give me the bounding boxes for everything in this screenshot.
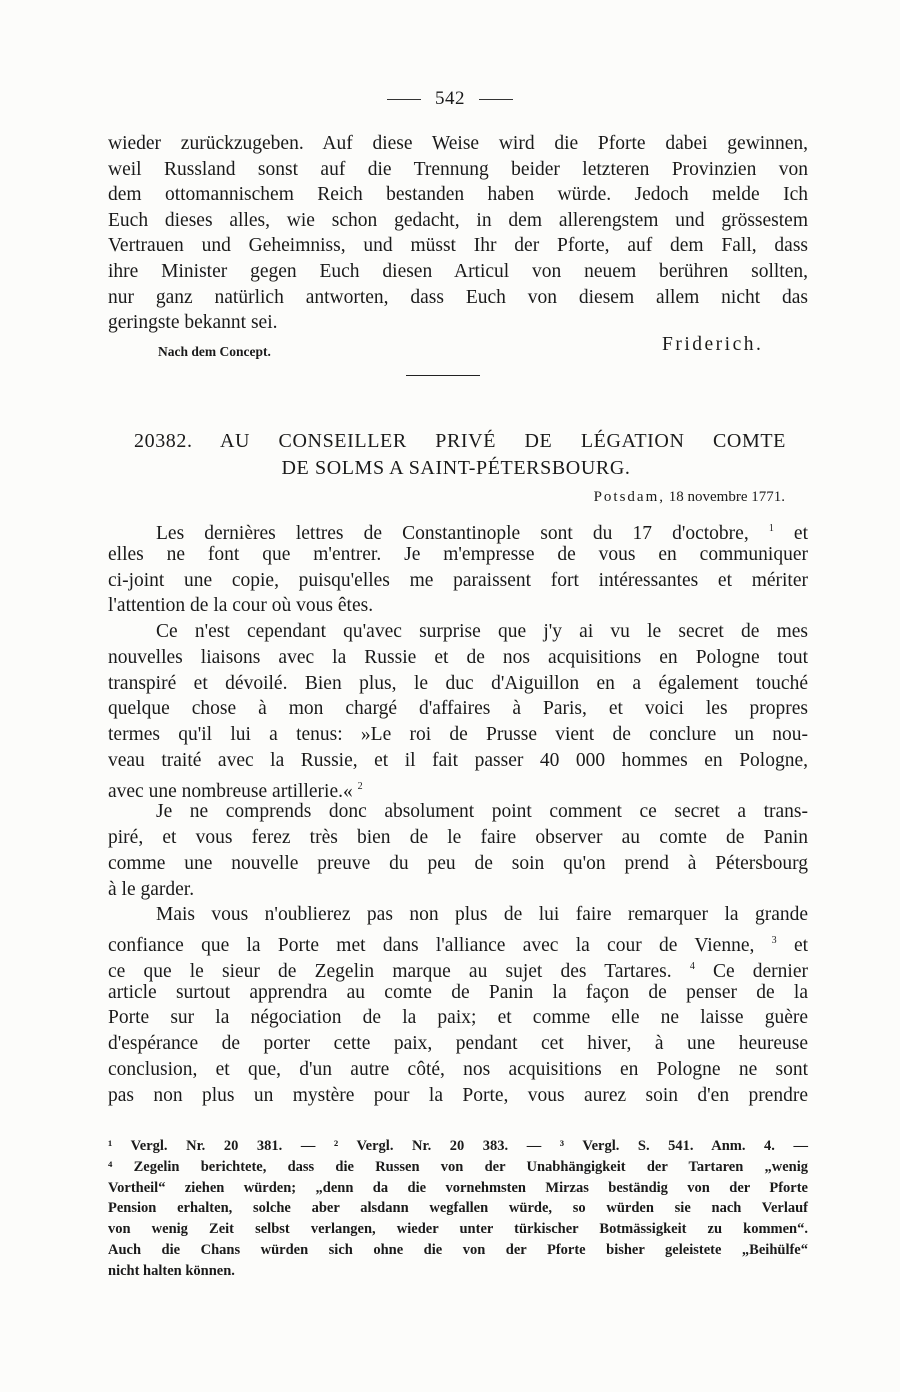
line-text: conclusion, et que, d'un autre côté, nos acquisitions en Pologne ne sont bbox=[108, 1058, 808, 1080]
line-text: Porte sur la négociation de la paix; et comme elle ne laisse guère bbox=[108, 1007, 808, 1029]
text-line bbox=[108, 722, 808, 747]
page-number-text: 542 bbox=[435, 88, 465, 109]
line-text: comme une nouvelle preuve du peu de soin qu'on prend à Pétersbourg bbox=[108, 852, 808, 874]
line-text: elles ne font que m'entrer. Je m'empresse de vous en communiquer bbox=[108, 543, 808, 565]
text-line: ihre Minister gegen Euch diesen Articul von neuem berühren sollten, bbox=[108, 261, 808, 282]
section-divider bbox=[406, 375, 480, 376]
letter-heading-line2: DE SOLMS A SAINT-PÉTERSBOURG. bbox=[281, 457, 631, 479]
page-number-dash-right bbox=[479, 99, 513, 100]
text-line bbox=[108, 799, 808, 824]
footnote-line: ⁴ Zegelin berichtete, dass die Russen von der Unabhängigkeit der Tartaren „wenig bbox=[108, 1158, 808, 1175]
text-line bbox=[108, 825, 808, 850]
text-line bbox=[108, 542, 808, 567]
text-line bbox=[108, 1031, 808, 1056]
line-text: termes qu'il lui a tenus: »Le roi de Prusse vient de conclure un nou- bbox=[108, 724, 808, 745]
text-line: weil Russland sonst auf die Trennung beider letzteren Provinzien von bbox=[108, 158, 808, 180]
footnote-line: Pension erhalten, solche aber alsdann wegfallen würde, so würden sie nach Verlauf bbox=[108, 1200, 808, 1217]
line-text: article surtout apprendra au comte de Panin la façon de penser de la bbox=[108, 981, 808, 1003]
source-note: Nach dem Concept. bbox=[158, 344, 271, 359]
line-text: Les dernières lettres de Constantinople sont du 17 d'octobre, bbox=[156, 523, 749, 544]
text-line bbox=[108, 619, 808, 644]
footnote-line: nicht halten können. bbox=[108, 1262, 235, 1279]
footnote-line: ¹ Vergl. Nr. 20 381. — ² Vergl. Nr. 20 383. — ³ Vergl. S. 541. Anm. 4. — bbox=[108, 1138, 808, 1154]
text-line bbox=[108, 1005, 808, 1030]
text-line bbox=[108, 851, 808, 876]
text-line: geringste bekannt sei. bbox=[108, 312, 278, 334]
text-line: wieder zurückzugeben. Auf diese Weise wird die Pforte dabei gewinnen, bbox=[108, 133, 808, 154]
line-text-after: et bbox=[776, 935, 809, 956]
footnote-line: Auch die Chans würden sich ohne die von der Pforte bisher geleistete „Beihülfe“ bbox=[108, 1242, 808, 1258]
text-line bbox=[108, 671, 808, 696]
text-line bbox=[108, 1057, 808, 1082]
text-line bbox=[108, 645, 808, 670]
letter-heading-text1: AU CONSEILLER PRIVÉ DE LÉGATION COMTE bbox=[219, 430, 786, 452]
line-text: veau traité avec la Russie, et il fait passer 40 000 hommes en Pologne, bbox=[108, 749, 808, 771]
text-line bbox=[108, 980, 808, 1005]
line-text: à le garder. bbox=[108, 878, 195, 900]
line-text-after: et bbox=[773, 523, 809, 544]
text-line bbox=[108, 568, 808, 593]
text-line: dem ottomannischem Reich bestanden haben würde. Jedoch melde Ich bbox=[108, 184, 808, 206]
page-number bbox=[0, 88, 900, 110]
footnote-marker: 4 bbox=[689, 960, 695, 972]
text-line bbox=[108, 748, 808, 773]
text-line: nur ganz natürlich antworten, dass Euch von diesem allem nicht das bbox=[108, 286, 808, 308]
line-text: quelque chose à mon chargé d'affaires à Paris, et voici les propres bbox=[108, 698, 808, 720]
date-place: Potsdam, bbox=[593, 489, 666, 505]
line-text: pas non plus un mystère pour la Porte, vous aurez soin d'en prendre bbox=[108, 1084, 808, 1106]
text-line bbox=[108, 696, 808, 721]
line-text: ce que le sieur de Zegelin marque au sujet des Tartares. bbox=[108, 960, 672, 982]
line-text: confiance que la Porte met dans l'alliance avec la cour de Vienne, bbox=[108, 935, 755, 956]
line-text: ci-joint une copie, puisqu'elles me paraissent fort intéressantes et mériter bbox=[108, 569, 808, 591]
footnote-line: von wenig Zeit selbst verlangen, wieder unter türkischer Botmässigkeit zu kommen“. bbox=[108, 1221, 808, 1238]
line-text: nouvelles liaisons avec la Russie et de nos acquisitions en Pologne tout bbox=[108, 646, 808, 668]
line-text: d'espérance de porter cette paix, pendant cet hiver, à une heureuse bbox=[108, 1033, 808, 1054]
line-text: Ce n'est cependant qu'avec surprise que j'y ai vu le secret de mes bbox=[156, 621, 808, 642]
date-text: 18 novembre 1771. bbox=[668, 489, 785, 505]
text-line bbox=[108, 902, 808, 927]
line-text: Mais vous n'oublierez pas non plus de lui faire remarquer la grande bbox=[156, 904, 808, 926]
footnote-line: Vortheil“ ziehen würden; „denn da die vornehmsten Mirzas beständig von der Pforte bbox=[108, 1179, 808, 1196]
signature: Friderich. bbox=[662, 334, 764, 355]
line-text: avec une nombreuse artillerie.« bbox=[108, 780, 353, 802]
footnote-marker: 1 bbox=[768, 523, 774, 534]
text-line bbox=[108, 593, 808, 618]
line-text: l'attention de la cour où vous êtes. bbox=[108, 595, 374, 617]
text-line: Vertrauen und Geheimniss, und müsst Ihr der Pforte, auf dem Fall, dass bbox=[108, 235, 808, 257]
line-text: Je ne comprends donc absolument point comment ce secret a trans- bbox=[156, 801, 808, 823]
line-text: piré, et vous ferez très bien de le faire observer au comte de Panin bbox=[108, 827, 808, 848]
page-number-dash-left bbox=[387, 99, 421, 100]
footnote-marker: 3 bbox=[771, 935, 777, 946]
text-line bbox=[108, 1083, 808, 1108]
line-text: transpiré et dévoilé. Bien plus, le duc d'Aiguillon en a également touché bbox=[108, 672, 808, 694]
text-line bbox=[108, 877, 808, 902]
footnote-marker: 2 bbox=[357, 780, 363, 792]
letter-number: 20382. bbox=[134, 430, 193, 452]
line-text-after: Ce dernier bbox=[694, 960, 808, 982]
dateline bbox=[594, 489, 785, 506]
letter-heading-line1 bbox=[134, 430, 786, 453]
text-line: Euch dieses alles, wie schon gedacht, in dem allerengstem und grössestem bbox=[108, 209, 808, 231]
